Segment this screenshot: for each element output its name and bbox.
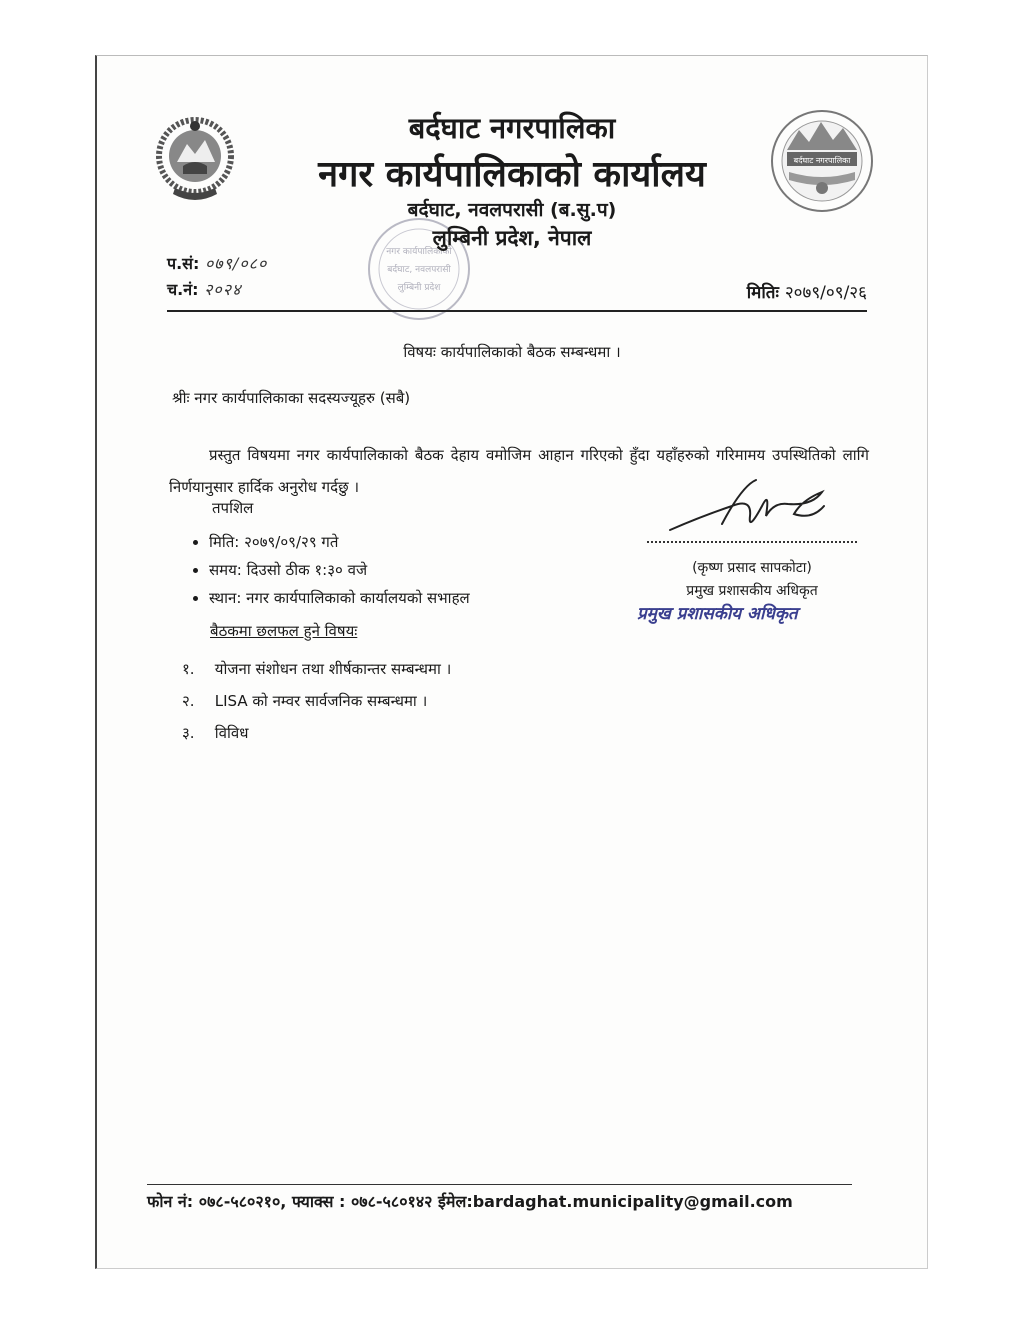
agenda-text: LISA को नम्वर सार्वजनिक सम्बन्धमा । xyxy=(214,692,428,710)
details-item-time: • समय: दिउसो ठीक १:३० वजे xyxy=(209,556,470,584)
agenda-number: २. xyxy=(182,692,195,710)
letter-sheet xyxy=(95,55,928,1269)
agenda-list xyxy=(182,653,451,749)
details-heading: तपशिल xyxy=(212,499,254,517)
municipality-name: बर्दघाट नगरपालिका xyxy=(408,111,616,145)
agenda-number: १. xyxy=(182,660,195,678)
svg-text:नगर कार्यपालिकाको: नगर कार्यपालिकाको xyxy=(386,247,452,257)
letter-addressee: श्रीः नगर कार्यपालिकाका सदस्यज्यूहरु (सबै) xyxy=(172,389,411,407)
letter-ps-number xyxy=(167,252,267,274)
svg-text:लुम्बिनी प्रदेश: लुम्बिनी प्रदेश xyxy=(397,283,441,293)
letter-date xyxy=(747,280,867,303)
letter-cn-number xyxy=(167,278,241,300)
agenda-number: ३. xyxy=(182,724,195,742)
ps-value: ०७९/०८० xyxy=(204,254,268,273)
office-name: नगर कार्यपालिकाको कार्यालय xyxy=(318,154,706,195)
office-address: बर्दघाट, नवलपरासी (ब.सु.प) xyxy=(407,199,617,221)
svg-text:बर्दघाट, नवलपरासी: बर्दघाट, नवलपरासी xyxy=(387,265,451,275)
date-value: २०७९/०९/२६ xyxy=(784,283,867,303)
logo-text: बर्दघाट नगरपालिका xyxy=(793,156,851,165)
agenda-item xyxy=(182,653,451,685)
agenda-text: योजना संशोधन तथा शीर्षकान्तर सम्बन्धमा । xyxy=(214,660,452,678)
details-item-date: • मिति: २०७९/०९/२९ गते xyxy=(209,528,470,556)
letter-body: प्रस्तुत विषयमा नगर कार्यपालिकाको बैठक देहाय वमोजिम आहान गरिएको हुँदा यहाँहरुको गरिमामय उपस्थितिको लागि निर्णयानुसार हार्दिक अनुरोध गर्दछु । xyxy=(169,446,869,496)
designation-stamp: प्रमुख प्रशासकीय अधिकृत xyxy=(637,604,798,624)
cn-label: च.नं: xyxy=(167,280,199,299)
details-list xyxy=(189,528,470,612)
signature-block xyxy=(637,541,867,600)
signature-line xyxy=(647,541,857,543)
signatory-name: (कृष्ण प्रसाद सापकोटा) xyxy=(692,560,812,576)
date-label: मितिः xyxy=(746,283,779,303)
agenda-heading: बैठकमा छलफल हुने विषयः xyxy=(210,622,358,640)
agenda-item xyxy=(182,685,451,717)
agenda-item xyxy=(182,717,451,749)
cn-value: २०२४ xyxy=(204,280,242,299)
agenda-text: विविध xyxy=(214,724,249,742)
details-item-venue: • स्थान: नगर कार्यपालिकाको कार्यालयको सभाहल xyxy=(209,584,470,612)
signatory-title: प्रमुख प्रशासकीय अधिकृत xyxy=(686,583,818,599)
footer-divider xyxy=(147,1184,852,1185)
letter-subject: विषयः कार्यपालिकाको बैठक सम्बन्धमा । xyxy=(403,343,621,361)
office-province: लुम्बिनी प्रदेश, नेपाल xyxy=(432,226,592,250)
ps-label: प.सं: xyxy=(167,254,200,273)
handwritten-signature xyxy=(662,476,832,542)
header-divider xyxy=(167,310,867,312)
footer-contact: फोन नं: ०७८-५८०२१०, फ्याक्स : ०७८-५८०१४२ ईमेल:bardaghat.municipality@gmail.com xyxy=(147,1192,793,1211)
